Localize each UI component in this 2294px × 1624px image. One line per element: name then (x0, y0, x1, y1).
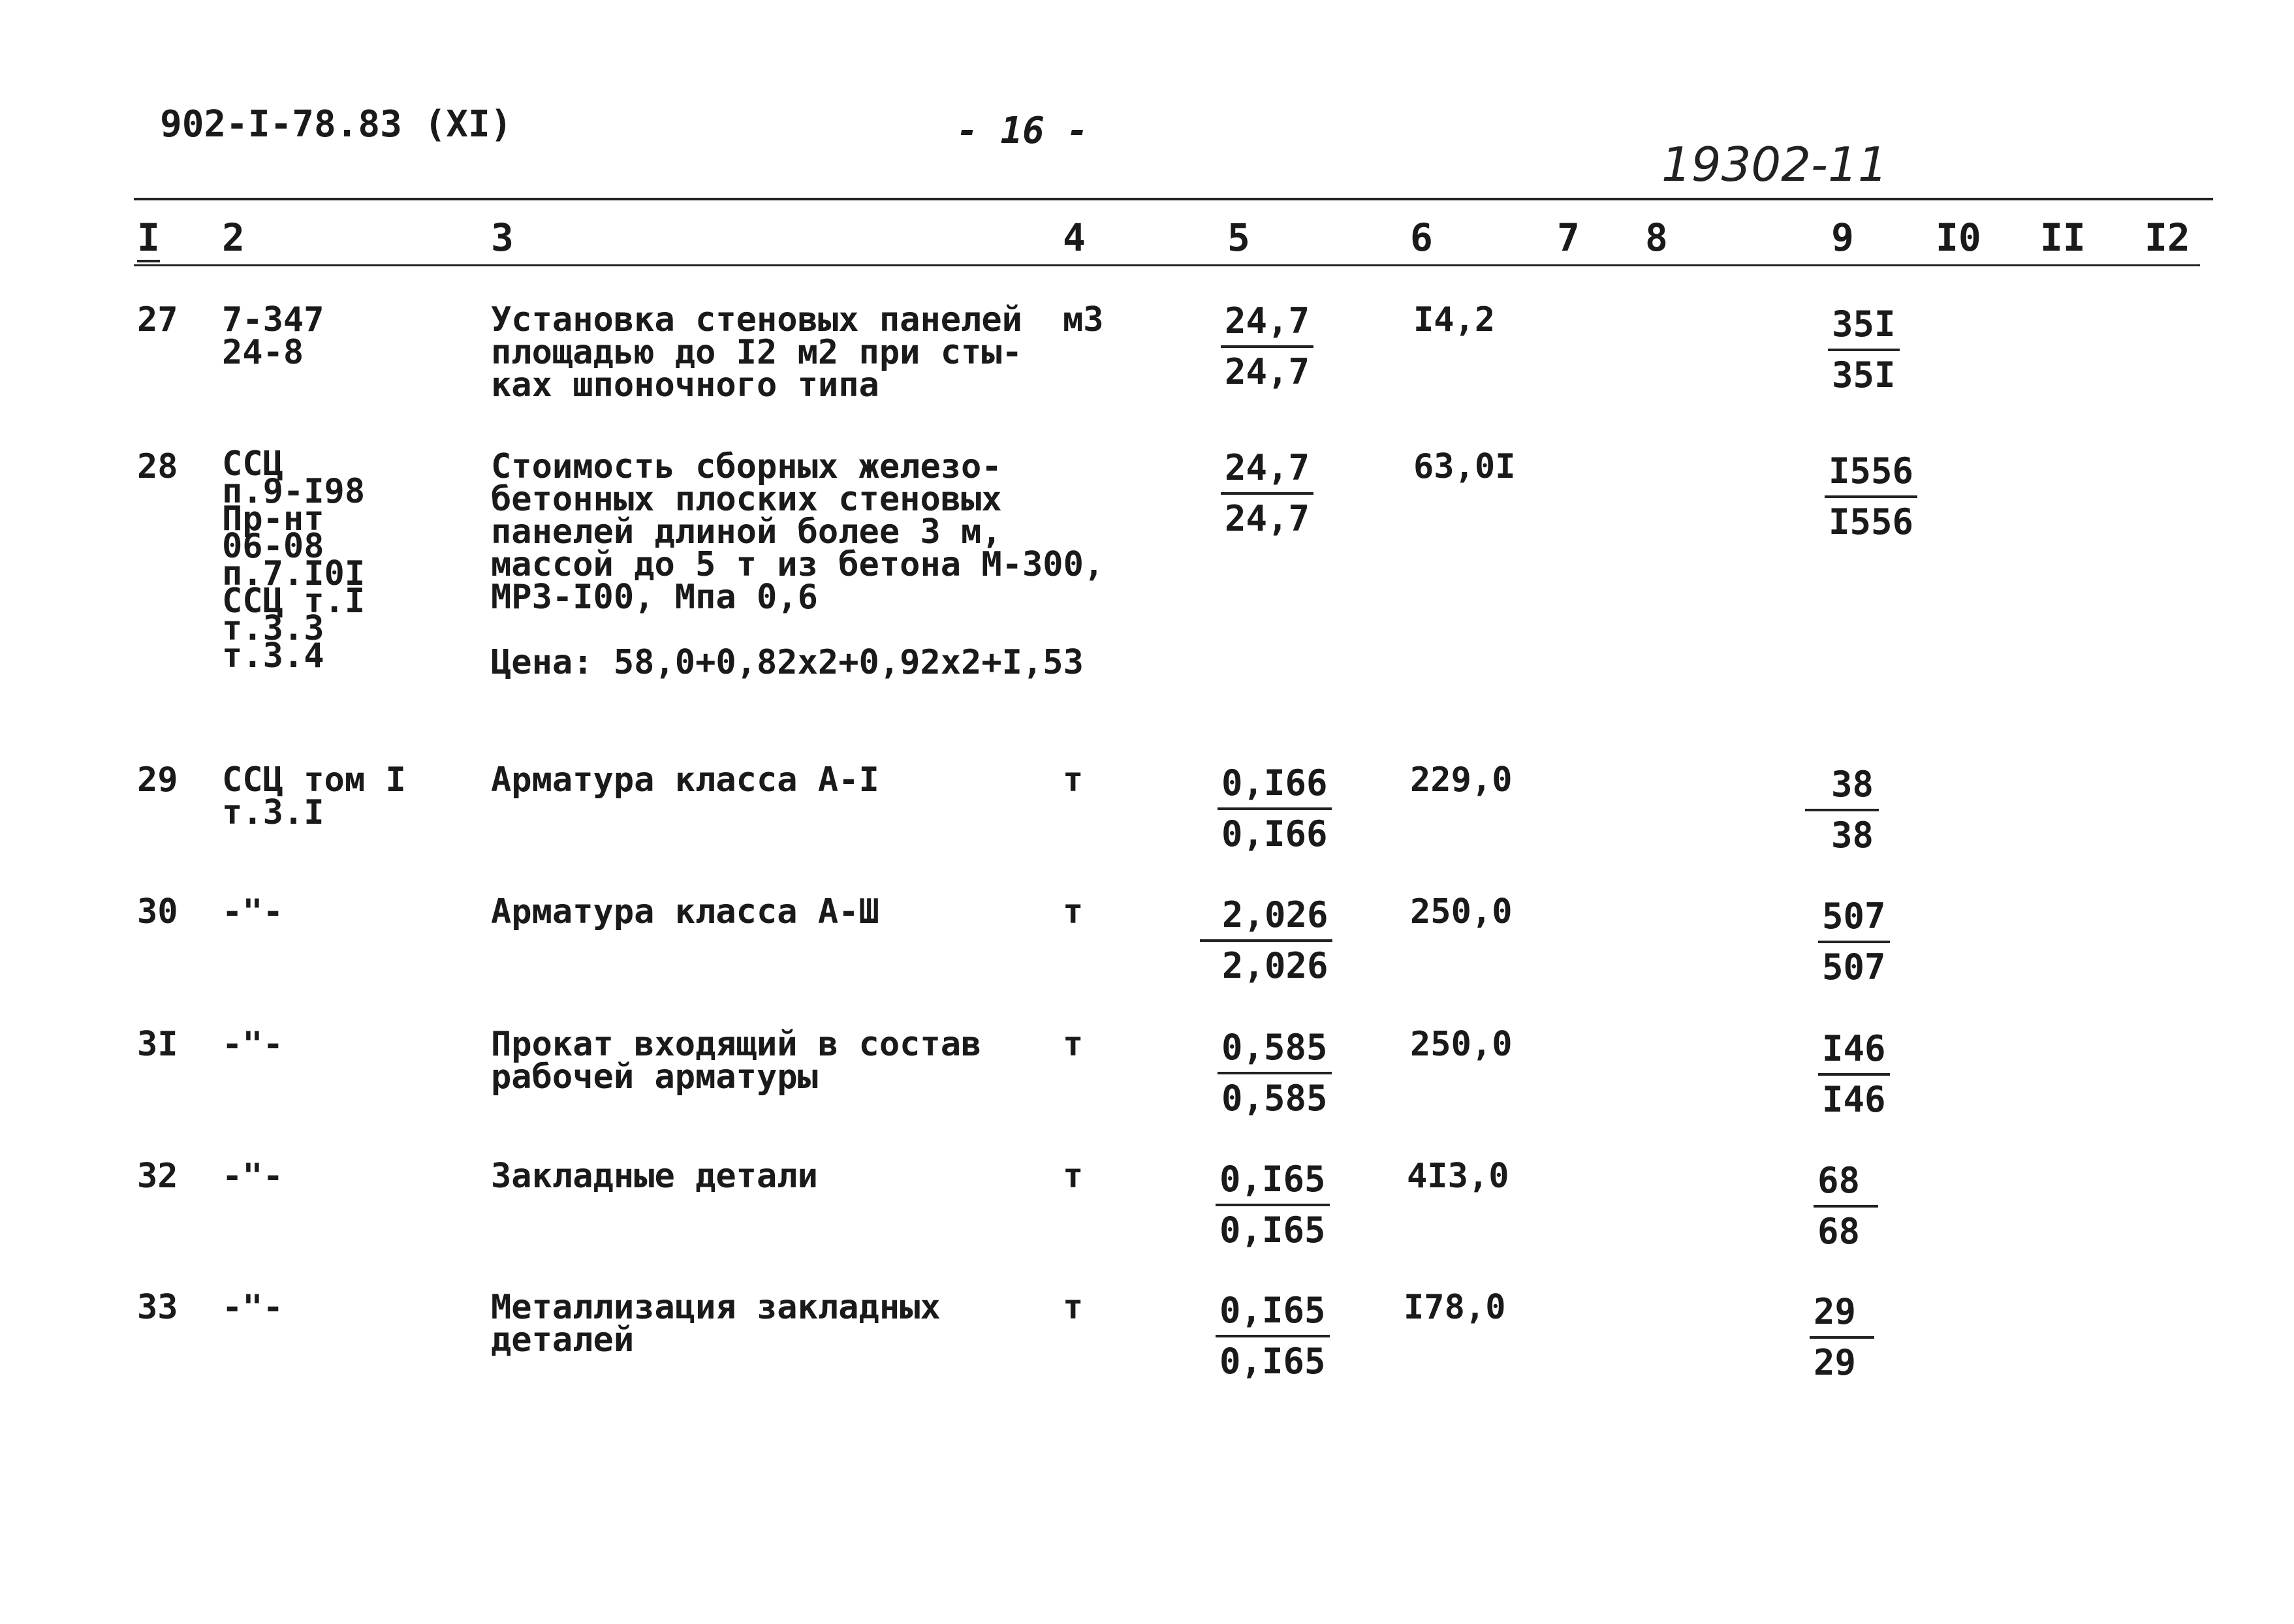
row-description: Стоимость сборных железо- бетонных плоских стеновых панелей длиной более 3 м, массой до 5 т из бетона М-300, МРЗ-I00, Мпа 0,6 (491, 447, 1105, 617)
column-number-2: 2 (222, 215, 245, 260)
row-description: Установка стеновых панелей площадью до I2 м2 при сты- ках шпоночного типа (491, 300, 1022, 405)
document-code: 902-I-78.83 (XI) (160, 103, 512, 146)
column-number-11: II (2040, 215, 2086, 260)
row-number: 32 (137, 1157, 178, 1196)
quantity-denominator: 0,I66 (1221, 813, 1328, 854)
row-price-formula: Цена: 58,0+0,82х2+0,92х2+I,53 (491, 643, 1084, 682)
row-unit-price: I4,2 (1413, 300, 1496, 339)
row-quantity (1218, 759, 1332, 858)
quantity-denominator: 0,I65 (1219, 1341, 1326, 1382)
column-header-rule (134, 264, 2200, 266)
total-numerator: 68 (1814, 1157, 1878, 1208)
total-numerator: I46 (1818, 1025, 1890, 1076)
row-description: Прокат входящий в состав рабочей арматуры (491, 1025, 982, 1097)
row-code: 7-347 24-8 (222, 300, 324, 372)
column-number-5: 5 (1227, 215, 1250, 260)
row-number: 29 (137, 760, 178, 800)
row-code: -"- (222, 1157, 283, 1196)
row-unit: т (1063, 892, 1084, 931)
row-description: Арматура класса А-I (491, 760, 879, 800)
row-quantity (1216, 1287, 1330, 1386)
handwritten-document-number: 19302-11 (1661, 137, 1888, 192)
row-unit-price: 250,0 (1410, 1025, 1513, 1064)
row-code: ССЦ п.9-I98 Пр-нт 06-08 п.7.I0I ССЦ т.I т.3.3 т.3.4 (222, 445, 366, 676)
quantity-denominator: 24,7 (1225, 351, 1310, 392)
row-unit-price: 229,0 (1410, 760, 1513, 800)
quantity-denominator: 2,026 (1222, 945, 1328, 986)
row-total (1818, 1025, 1890, 1124)
row-unit: м3 (1063, 300, 1104, 339)
row-total (1828, 300, 1900, 399)
total-numerator: I556 (1825, 447, 1917, 498)
row-description: Арматура класса А-Ш (491, 892, 879, 931)
column-number-9: 9 (1831, 215, 1854, 260)
column-number-10: I0 (1936, 215, 1981, 260)
total-denominator: 507 (1822, 946, 1886, 988)
row-quantity (1216, 1155, 1330, 1255)
row-total (1805, 760, 1879, 860)
quantity-numerator: 0,I65 (1216, 1287, 1330, 1337)
row-quantity (1200, 891, 1332, 990)
row-total (1810, 1288, 1874, 1387)
row-number: 27 (137, 300, 178, 339)
total-numerator: 38 (1805, 760, 1879, 811)
column-number-8: 8 (1645, 215, 1668, 260)
quantity-numerator: 0,I66 (1218, 759, 1332, 810)
row-total (1818, 892, 1890, 992)
row-code: -"- (222, 892, 283, 931)
quantity-numerator: 24,7 (1221, 444, 1313, 495)
column-number-7: 7 (1557, 215, 1580, 260)
quantity-numerator: 0,585 (1218, 1023, 1332, 1074)
row-unit: т (1063, 1025, 1084, 1064)
quantity-numerator: 24,7 (1221, 297, 1313, 348)
row-unit: т (1063, 760, 1084, 800)
page-number: - 16 - (956, 110, 1089, 152)
total-denominator: 68 (1817, 1211, 1861, 1252)
row-code: -"- (222, 1288, 283, 1327)
total-denominator: 29 (1814, 1342, 1857, 1383)
row-number: 3I (137, 1025, 178, 1064)
row-unit: т (1063, 1157, 1084, 1196)
row-quantity (1221, 297, 1313, 396)
row-unit-price: 63,0I (1413, 447, 1516, 486)
row-unit-price: 4I3,0 (1407, 1157, 1509, 1196)
total-numerator: 507 (1818, 892, 1890, 943)
table-top-rule (134, 198, 2213, 200)
total-denominator: I556 (1829, 501, 1914, 542)
total-denominator: I46 (1822, 1079, 1886, 1120)
row-number: 33 (137, 1288, 178, 1327)
row-total (1814, 1157, 1878, 1256)
row-unit-price: I78,0 (1404, 1288, 1506, 1327)
row-code: ССЦ том I т.3.I (222, 760, 406, 832)
total-denominator: 38 (1831, 815, 1874, 856)
row-description: Металлизация закладных деталей (491, 1288, 941, 1360)
total-denominator: 35I (1832, 354, 1896, 396)
column-number-1: I (137, 215, 160, 262)
quantity-numerator: 2,026 (1200, 891, 1332, 942)
row-quantity (1221, 444, 1313, 543)
quantity-numerator: 0,I65 (1216, 1155, 1330, 1206)
row-total (1825, 447, 1917, 546)
quantity-denominator: 0,I65 (1219, 1210, 1326, 1251)
row-unit-price: 250,0 (1410, 892, 1513, 931)
column-number-6: 6 (1410, 215, 1433, 260)
column-number-3: 3 (491, 215, 514, 260)
row-description: Закладные детали (491, 1157, 818, 1196)
column-number-12: I2 (2145, 215, 2190, 260)
row-quantity (1218, 1023, 1332, 1123)
row-number: 30 (137, 892, 178, 931)
column-number-4: 4 (1063, 215, 1086, 260)
total-numerator: 35I (1828, 300, 1900, 351)
quantity-denominator: 0,585 (1221, 1078, 1328, 1119)
row-number: 28 (137, 447, 178, 486)
quantity-denominator: 24,7 (1225, 498, 1310, 539)
total-numerator: 29 (1810, 1288, 1874, 1339)
row-code: -"- (222, 1025, 283, 1064)
row-unit: т (1063, 1288, 1084, 1327)
